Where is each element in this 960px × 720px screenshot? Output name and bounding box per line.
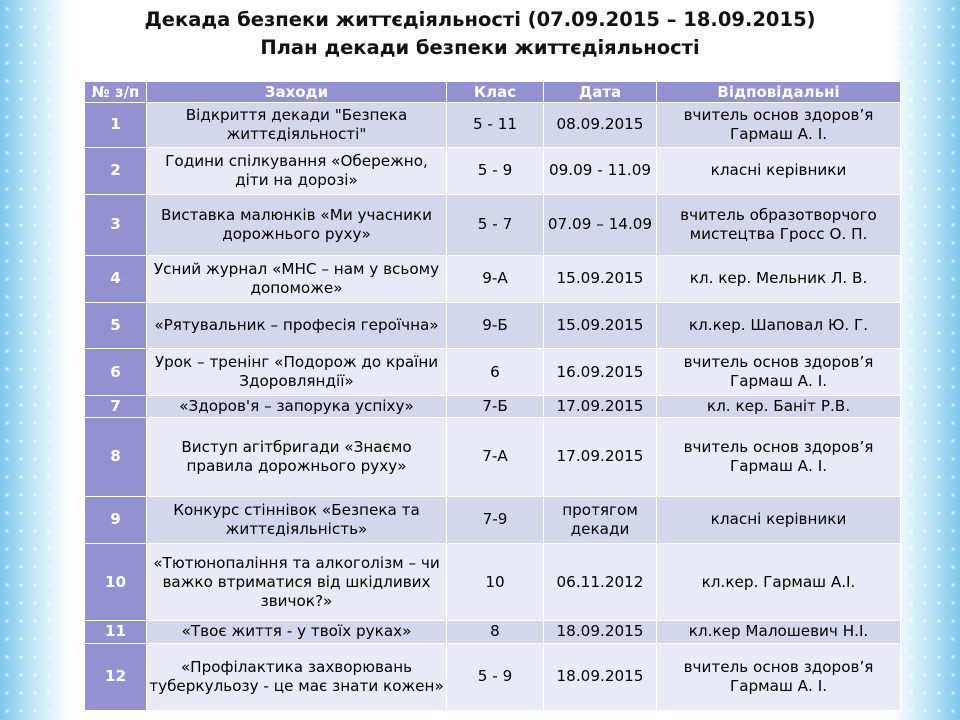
row-event: «Рятувальник – професія героїчна» bbox=[147, 302, 447, 349]
row-class: 9-А bbox=[447, 255, 544, 302]
row-number: 7 bbox=[85, 396, 147, 417]
row-date: 15.09.2015 bbox=[544, 302, 657, 349]
row-date: протягом декади bbox=[544, 497, 657, 544]
row-number: 3 bbox=[85, 194, 147, 255]
header-date: Дата bbox=[544, 82, 657, 103]
row-number: 2 bbox=[85, 147, 147, 194]
table-row bbox=[85, 103, 901, 148]
row-responsible: вчитель основ здоров’я Гармаш А. І. bbox=[657, 643, 901, 710]
row-responsible: кл.кер Малошевич Н.І. bbox=[657, 621, 901, 643]
table-row bbox=[85, 417, 901, 496]
row-responsible: кл. кер. Мельник Л. В. bbox=[657, 255, 901, 302]
row-number: 10 bbox=[85, 543, 147, 620]
row-date: 15.09.2015 bbox=[544, 255, 657, 302]
table-row bbox=[85, 147, 901, 194]
row-number: 12 bbox=[85, 643, 147, 710]
row-class: 5 - 7 bbox=[447, 194, 544, 255]
row-class: 7-Б bbox=[447, 396, 544, 417]
row-date: 18.09.2015 bbox=[544, 621, 657, 643]
row-number: 11 bbox=[85, 621, 147, 643]
header-number: № з/п bbox=[85, 82, 147, 103]
row-class: 5 - 9 bbox=[447, 147, 544, 194]
row-date: 16.09.2015 bbox=[544, 349, 657, 396]
table-row bbox=[85, 194, 901, 255]
title-line-1: Декада безпеки життєдіяльності (07.09.2015 – 18.09.2015) bbox=[144, 8, 816, 31]
table-row bbox=[85, 543, 901, 620]
header-responsible: Відповідальні bbox=[657, 82, 901, 103]
row-responsible: вчитель основ здоров’я Гармаш А. І. bbox=[657, 103, 901, 148]
table-row bbox=[85, 621, 901, 643]
table-header-row bbox=[85, 82, 901, 103]
row-number: 8 bbox=[85, 417, 147, 496]
header-events: Заходи bbox=[147, 82, 447, 103]
row-event: «Здоров'я – запорука успіху» bbox=[147, 396, 447, 417]
left-decorative-border bbox=[0, 0, 70, 720]
row-date: 06.11.2012 bbox=[544, 543, 657, 620]
row-class: 5 - 11 bbox=[447, 103, 544, 148]
row-class: 5 - 9 bbox=[447, 643, 544, 710]
row-class: 6 bbox=[447, 349, 544, 396]
row-responsible: кл.кер. Гармаш А.І. bbox=[657, 543, 901, 620]
row-event: «Профілактика захворювань туберкульозу - це має знати кожен» bbox=[147, 643, 447, 710]
row-class: 7-9 bbox=[447, 497, 544, 544]
row-class: 10 bbox=[447, 543, 544, 620]
row-number: 9 bbox=[85, 497, 147, 544]
row-event: «Твоє життя - у твоїх руках» bbox=[147, 621, 447, 643]
title-line-2: План декади безпеки життєдіяльності bbox=[260, 36, 700, 59]
row-responsible: класні керівники bbox=[657, 147, 901, 194]
row-number: 6 bbox=[85, 349, 147, 396]
row-class: 7-А bbox=[447, 417, 544, 496]
safety-plan-table bbox=[84, 81, 901, 711]
row-responsible: вчитель основ здоров’я Гармаш А. І. bbox=[657, 417, 901, 496]
row-event: Години спілкування «Обережно, діти на дорозі» bbox=[147, 147, 447, 194]
row-responsible: вчитель основ здоров’я Гармаш А. І. bbox=[657, 349, 901, 396]
row-date: 07.09 – 14.09 bbox=[544, 194, 657, 255]
row-date: 18.09.2015 bbox=[544, 643, 657, 710]
row-responsible: класні керівники bbox=[657, 497, 901, 544]
row-date: 17.09.2015 bbox=[544, 417, 657, 496]
header-class: Клас bbox=[447, 82, 544, 103]
row-event: Виставка малюнків «Ми учасники дорожнього руху» bbox=[147, 194, 447, 255]
table-row bbox=[85, 255, 901, 302]
row-date: 08.09.2015 bbox=[544, 103, 657, 148]
page-title bbox=[60, 6, 900, 62]
row-number: 5 bbox=[85, 302, 147, 349]
row-class: 9-Б bbox=[447, 302, 544, 349]
row-event: Усний журнал «МНС – нам у всьому допоможе» bbox=[147, 255, 447, 302]
row-number: 1 bbox=[85, 103, 147, 148]
row-number: 4 bbox=[85, 255, 147, 302]
row-event: «Тютюнопаління та алкоголізм – чи важко втриматися від шкідливих звичок?» bbox=[147, 543, 447, 620]
row-event: Урок – тренінг «Подорож до країни Здоровляндії» bbox=[147, 349, 447, 396]
row-class: 8 bbox=[447, 621, 544, 643]
table-row bbox=[85, 643, 901, 710]
table-row bbox=[85, 497, 901, 544]
row-responsible: вчитель образотворчого мистецтва Гросс О. П. bbox=[657, 194, 901, 255]
row-responsible: кл. кер. Баніт Р.В. bbox=[657, 396, 901, 417]
row-date: 17.09.2015 bbox=[544, 396, 657, 417]
row-date: 09.09 - 11.09 bbox=[544, 147, 657, 194]
row-responsible: кл.кер. Шаповал Ю. Г. bbox=[657, 302, 901, 349]
table-row bbox=[85, 349, 901, 396]
row-event: Виступ агітбригади «Знаємо правила дорожнього руху» bbox=[147, 417, 447, 496]
table-row bbox=[85, 396, 901, 417]
row-event: Конкурс стіннівок «Безпека та життєдіяльність» bbox=[147, 497, 447, 544]
table-row bbox=[85, 302, 901, 349]
row-event: Відкриття декади "Безпека життєдіяльності" bbox=[147, 103, 447, 148]
